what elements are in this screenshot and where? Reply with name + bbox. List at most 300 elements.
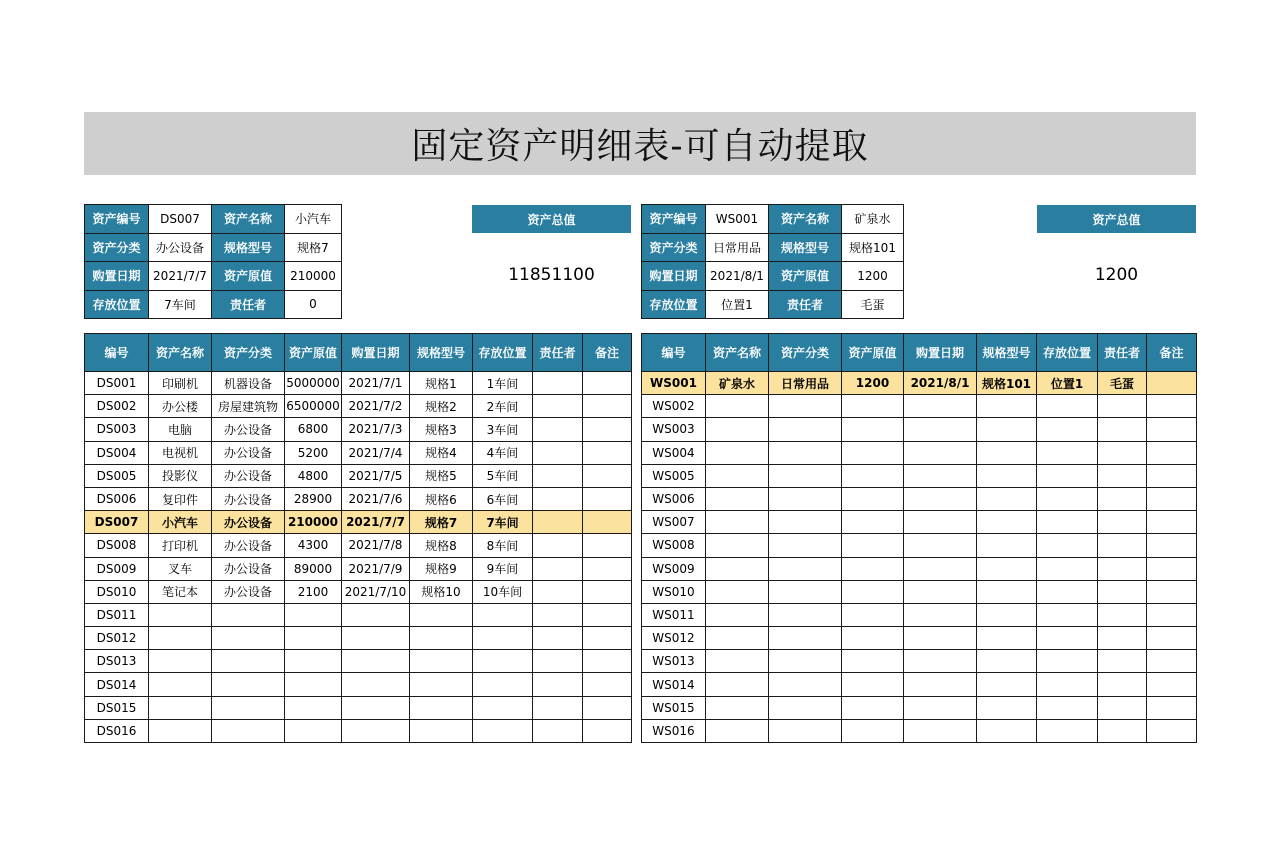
col-original-value-cell[interactable]	[842, 395, 904, 418]
col-asset-name-cell[interactable]: 印刷机	[149, 372, 212, 395]
col-original-value-cell[interactable]	[842, 603, 904, 626]
col-category-cell[interactable]	[212, 696, 285, 719]
col-remark-cell[interactable]	[1147, 627, 1197, 650]
col-id-cell[interactable]: WS002	[642, 395, 706, 418]
col-category-cell[interactable]: 办公设备	[212, 418, 285, 441]
col-purchase-date-cell[interactable]: 2021/7/5	[342, 464, 410, 487]
col-original-value-cell[interactable]	[842, 627, 904, 650]
purchase-date-value[interactable]: 2021/7/7	[149, 262, 212, 291]
col-id-cell[interactable]: DS005	[85, 464, 149, 487]
col-category-cell[interactable]	[769, 441, 842, 464]
col-asset-name-cell[interactable]	[706, 534, 769, 557]
col-original-value-cell[interactable]	[842, 557, 904, 580]
col-purchase-date-cell[interactable]: 2021/7/3	[342, 418, 410, 441]
col-id-cell[interactable]: DS010	[85, 580, 149, 603]
col-category-cell[interactable]	[769, 464, 842, 487]
col-remark-cell[interactable]	[1147, 650, 1197, 673]
col-purchase-date-cell[interactable]	[342, 696, 410, 719]
location-value[interactable]: 位置1	[706, 290, 769, 319]
col-category-cell[interactable]	[212, 650, 285, 673]
col-remark-cell[interactable]	[1147, 418, 1197, 441]
table-row[interactable]	[85, 673, 632, 696]
col-remark-cell[interactable]	[1147, 696, 1197, 719]
col-asset-name-cell[interactable]: 矿泉水	[706, 372, 769, 395]
table-row[interactable]	[85, 580, 632, 603]
table-row[interactable]	[85, 464, 632, 487]
col-owner-cell[interactable]	[533, 557, 583, 580]
col-id-cell[interactable]: WS007	[642, 511, 706, 534]
col-original-value-cell[interactable]: 4300	[285, 534, 342, 557]
col-owner-cell[interactable]	[1098, 580, 1147, 603]
col-asset-name-cell[interactable]	[706, 487, 769, 510]
spec-value[interactable]: 规格101	[842, 233, 904, 262]
col-spec-cell[interactable]: 规格101	[977, 372, 1037, 395]
col-id-cell[interactable]: WS003	[642, 418, 706, 441]
col-id-cell[interactable]: DS001	[85, 372, 149, 395]
col-owner-cell[interactable]	[1098, 511, 1147, 534]
col-id-cell[interactable]: DS008	[85, 534, 149, 557]
col-location-cell[interactable]	[1037, 395, 1098, 418]
table-row[interactable]	[85, 603, 632, 626]
col-original-value-cell[interactable]: 1200	[842, 372, 904, 395]
col-remark-cell[interactable]	[583, 395, 632, 418]
col-category-cell[interactable]: 办公设备	[212, 557, 285, 580]
col-location-cell[interactable]	[1037, 580, 1098, 603]
table-row[interactable]	[85, 627, 632, 650]
col-purchase-date-cell[interactable]	[342, 603, 410, 626]
col-remark-cell[interactable]	[1147, 603, 1197, 626]
col-id-cell[interactable]: DS002	[85, 395, 149, 418]
col-id-cell[interactable]: DS011	[85, 603, 149, 626]
col-location-cell[interactable]	[1037, 487, 1098, 510]
col-remark-cell[interactable]	[1147, 534, 1197, 557]
table-row[interactable]	[85, 487, 632, 510]
col-location-cell[interactable]: 5车间	[473, 464, 533, 487]
col-spec-cell[interactable]	[977, 650, 1037, 673]
col-location-cell[interactable]	[473, 603, 533, 626]
table-row[interactable]	[85, 557, 632, 580]
table-row[interactable]	[85, 395, 632, 418]
table-row[interactable]	[642, 650, 1197, 673]
col-location-cell[interactable]	[473, 696, 533, 719]
col-asset-name-cell[interactable]	[706, 418, 769, 441]
col-spec-cell[interactable]	[977, 487, 1037, 510]
col-owner-cell[interactable]	[533, 464, 583, 487]
col-asset-name-cell[interactable]: 小汽车	[149, 511, 212, 534]
asset-no-value[interactable]: WS001	[706, 205, 769, 234]
table-row[interactable]	[85, 418, 632, 441]
col-purchase-date-cell[interactable]: 2021/7/2	[342, 395, 410, 418]
table-row[interactable]	[642, 673, 1197, 696]
col-asset-name-cell[interactable]	[149, 603, 212, 626]
asset-name-value[interactable]: 小汽车	[285, 205, 342, 234]
col-original-value-cell[interactable]	[285, 696, 342, 719]
col-owner-cell[interactable]	[533, 534, 583, 557]
col-location-cell[interactable]	[473, 627, 533, 650]
col-original-value-cell[interactable]	[842, 580, 904, 603]
col-owner-cell[interactable]	[1098, 534, 1147, 557]
col-category-cell[interactable]	[769, 719, 842, 742]
table-row[interactable]	[642, 418, 1197, 441]
col-original-value-cell[interactable]: 2100	[285, 580, 342, 603]
col-owner-cell[interactable]	[533, 603, 583, 626]
col-spec-cell[interactable]	[977, 673, 1037, 696]
col-category-cell[interactable]	[769, 511, 842, 534]
table-row[interactable]	[642, 627, 1197, 650]
col-remark-cell[interactable]	[1147, 580, 1197, 603]
col-category-cell[interactable]	[769, 603, 842, 626]
col-asset-name-cell[interactable]: 办公楼	[149, 395, 212, 418]
col-spec-cell[interactable]	[977, 627, 1037, 650]
table-row[interactable]	[642, 511, 1197, 534]
col-purchase-date-cell[interactable]	[904, 464, 977, 487]
col-original-value-cell[interactable]	[842, 487, 904, 510]
col-category-cell[interactable]	[769, 557, 842, 580]
category-value[interactable]: 办公设备	[149, 233, 212, 262]
col-category-cell[interactable]	[212, 627, 285, 650]
col-location-cell[interactable]: 1车间	[473, 372, 533, 395]
col-category-cell[interactable]: 机器设备	[212, 372, 285, 395]
original-value-value[interactable]: 1200	[842, 262, 904, 291]
col-category-cell[interactable]	[212, 673, 285, 696]
col-purchase-date-cell[interactable]	[342, 650, 410, 673]
col-original-value-cell[interactable]	[285, 719, 342, 742]
col-asset-name-cell[interactable]	[706, 650, 769, 673]
table-row[interactable]	[85, 719, 632, 742]
col-spec-cell[interactable]	[977, 557, 1037, 580]
col-remark-cell[interactable]	[583, 580, 632, 603]
col-location-cell[interactable]: 2车间	[473, 395, 533, 418]
col-original-value-cell[interactable]: 5200	[285, 441, 342, 464]
col-owner-cell[interactable]	[1098, 696, 1147, 719]
col-purchase-date-cell[interactable]	[904, 719, 977, 742]
col-asset-name-cell[interactable]	[706, 464, 769, 487]
original-value-value[interactable]: 210000	[285, 262, 342, 291]
col-spec-cell[interactable]	[977, 464, 1037, 487]
col-owner-cell[interactable]	[1098, 650, 1147, 673]
col-category-cell[interactable]	[769, 696, 842, 719]
table-row[interactable]	[642, 557, 1197, 580]
table-row[interactable]	[85, 441, 632, 464]
col-id-cell[interactable]: WS004	[642, 441, 706, 464]
col-location-cell[interactable]	[473, 650, 533, 673]
col-original-value-cell[interactable]	[285, 650, 342, 673]
col-remark-cell[interactable]	[583, 464, 632, 487]
col-purchase-date-cell[interactable]: 2021/7/10	[342, 580, 410, 603]
col-location-cell[interactable]	[1037, 650, 1098, 673]
col-location-cell[interactable]	[1037, 464, 1098, 487]
col-remark-cell[interactable]	[1147, 557, 1197, 580]
asset-name-value[interactable]: 矿泉水	[842, 205, 904, 234]
col-remark-cell[interactable]	[583, 511, 632, 534]
col-original-value-cell[interactable]	[842, 650, 904, 673]
col-asset-name-cell[interactable]	[706, 580, 769, 603]
col-location-cell[interactable]	[1037, 603, 1098, 626]
col-asset-name-cell[interactable]	[706, 673, 769, 696]
col-category-cell[interactable]: 房屋建筑物	[212, 395, 285, 418]
col-spec-cell[interactable]	[410, 719, 473, 742]
col-category-cell[interactable]: 办公设备	[212, 580, 285, 603]
col-original-value-cell[interactable]: 6500000	[285, 395, 342, 418]
col-remark-cell[interactable]	[583, 372, 632, 395]
col-purchase-date-cell[interactable]	[342, 627, 410, 650]
col-id-cell[interactable]: DS012	[85, 627, 149, 650]
col-id-cell[interactable]: WS001	[642, 372, 706, 395]
col-purchase-date-cell[interactable]	[904, 673, 977, 696]
table-row[interactable]	[85, 372, 632, 395]
col-category-cell[interactable]: 办公设备	[212, 534, 285, 557]
table-row[interactable]	[642, 395, 1197, 418]
col-category-cell[interactable]	[769, 673, 842, 696]
col-id-cell[interactable]: DS013	[85, 650, 149, 673]
col-original-value-cell[interactable]	[285, 603, 342, 626]
col-asset-name-cell[interactable]: 电脑	[149, 418, 212, 441]
col-remark-cell[interactable]	[1147, 719, 1197, 742]
col-id-cell[interactable]: WS009	[642, 557, 706, 580]
col-owner-cell[interactable]	[533, 673, 583, 696]
col-location-cell[interactable]: 10车间	[473, 580, 533, 603]
col-spec-cell[interactable]	[977, 719, 1037, 742]
col-asset-name-cell[interactable]	[706, 696, 769, 719]
col-spec-cell[interactable]: 规格9	[410, 557, 473, 580]
col-remark-cell[interactable]	[1147, 673, 1197, 696]
col-location-cell[interactable]: 8车间	[473, 534, 533, 557]
col-original-value-cell[interactable]: 28900	[285, 487, 342, 510]
col-id-cell[interactable]: WS012	[642, 627, 706, 650]
col-owner-cell[interactable]: 毛蛋	[1098, 372, 1147, 395]
col-asset-name-cell[interactable]	[149, 719, 212, 742]
col-id-cell[interactable]: WS011	[642, 603, 706, 626]
col-purchase-date-cell[interactable]	[904, 511, 977, 534]
col-owner-cell[interactable]	[1098, 557, 1147, 580]
col-purchase-date-cell[interactable]: 2021/7/6	[342, 487, 410, 510]
col-spec-cell[interactable]: 规格10	[410, 580, 473, 603]
location-value[interactable]: 7车间	[149, 290, 212, 319]
col-location-cell[interactable]	[1037, 511, 1098, 534]
table-row[interactable]	[642, 487, 1197, 510]
col-id-cell[interactable]: DS007	[85, 511, 149, 534]
col-id-cell[interactable]: DS006	[85, 487, 149, 510]
col-asset-name-cell[interactable]	[706, 603, 769, 626]
col-category-cell[interactable]	[769, 534, 842, 557]
col-owner-cell[interactable]	[1098, 395, 1147, 418]
col-asset-name-cell[interactable]	[149, 673, 212, 696]
col-spec-cell[interactable]	[410, 650, 473, 673]
col-id-cell[interactable]: WS015	[642, 696, 706, 719]
col-purchase-date-cell[interactable]	[904, 441, 977, 464]
col-owner-cell[interactable]	[1098, 464, 1147, 487]
col-remark-cell[interactable]	[1147, 441, 1197, 464]
col-spec-cell[interactable]	[977, 534, 1037, 557]
col-category-cell[interactable]	[769, 418, 842, 441]
table-row[interactable]	[642, 603, 1197, 626]
col-spec-cell[interactable]	[410, 696, 473, 719]
col-category-cell[interactable]	[769, 580, 842, 603]
col-asset-name-cell[interactable]: 投影仪	[149, 464, 212, 487]
col-id-cell[interactable]: DS014	[85, 673, 149, 696]
col-location-cell[interactable]: 6车间	[473, 487, 533, 510]
col-asset-name-cell[interactable]: 笔记本	[149, 580, 212, 603]
col-category-cell[interactable]	[769, 627, 842, 650]
col-spec-cell[interactable]: 规格5	[410, 464, 473, 487]
col-original-value-cell[interactable]	[842, 511, 904, 534]
col-owner-cell[interactable]	[533, 418, 583, 441]
col-category-cell[interactable]: 办公设备	[212, 441, 285, 464]
col-id-cell[interactable]: WS005	[642, 464, 706, 487]
col-original-value-cell[interactable]	[842, 418, 904, 441]
col-spec-cell[interactable]: 规格3	[410, 418, 473, 441]
col-category-cell[interactable]: 办公设备	[212, 464, 285, 487]
col-remark-cell[interactable]	[1147, 395, 1197, 418]
table-row[interactable]	[642, 580, 1197, 603]
col-original-value-cell[interactable]: 6800	[285, 418, 342, 441]
col-category-cell[interactable]	[212, 603, 285, 626]
purchase-date-value[interactable]: 2021/8/1	[706, 262, 769, 291]
col-purchase-date-cell[interactable]	[904, 487, 977, 510]
col-location-cell[interactable]: 位置1	[1037, 372, 1098, 395]
col-location-cell[interactable]	[1037, 696, 1098, 719]
col-category-cell[interactable]	[769, 395, 842, 418]
col-owner-cell[interactable]	[533, 395, 583, 418]
col-asset-name-cell[interactable]: 电视机	[149, 441, 212, 464]
col-remark-cell[interactable]	[583, 487, 632, 510]
col-category-cell[interactable]: 日常用品	[769, 372, 842, 395]
col-id-cell[interactable]: DS015	[85, 696, 149, 719]
col-spec-cell[interactable]	[977, 603, 1037, 626]
col-location-cell[interactable]	[1037, 418, 1098, 441]
col-owner-cell[interactable]	[1098, 673, 1147, 696]
col-original-value-cell[interactable]: 4800	[285, 464, 342, 487]
col-spec-cell[interactable]	[410, 603, 473, 626]
table-row[interactable]	[642, 441, 1197, 464]
col-owner-cell[interactable]	[533, 650, 583, 673]
col-asset-name-cell[interactable]	[706, 557, 769, 580]
category-value[interactable]: 日常用品	[706, 233, 769, 262]
asset-no-value[interactable]: DS007	[149, 205, 212, 234]
col-spec-cell[interactable]: 规格1	[410, 372, 473, 395]
col-id-cell[interactable]: WS016	[642, 719, 706, 742]
col-owner-cell[interactable]	[533, 511, 583, 534]
col-spec-cell[interactable]	[977, 441, 1037, 464]
table-row[interactable]	[85, 534, 632, 557]
col-spec-cell[interactable]	[977, 395, 1037, 418]
col-purchase-date-cell[interactable]	[342, 719, 410, 742]
col-id-cell[interactable]: WS010	[642, 580, 706, 603]
col-spec-cell[interactable]	[977, 696, 1037, 719]
col-category-cell[interactable]	[769, 650, 842, 673]
col-spec-cell[interactable]: 规格8	[410, 534, 473, 557]
col-spec-cell[interactable]	[410, 673, 473, 696]
owner-value[interactable]: 0	[285, 290, 342, 319]
col-asset-name-cell[interactable]: 复印件	[149, 487, 212, 510]
table-row[interactable]	[642, 372, 1197, 395]
col-remark-cell[interactable]	[1147, 372, 1197, 395]
col-purchase-date-cell[interactable]	[904, 395, 977, 418]
col-original-value-cell[interactable]	[842, 673, 904, 696]
col-remark-cell[interactable]	[583, 627, 632, 650]
col-asset-name-cell[interactable]	[706, 719, 769, 742]
col-category-cell[interactable]: 办公设备	[212, 487, 285, 510]
col-owner-cell[interactable]	[1098, 441, 1147, 464]
table-row[interactable]	[85, 650, 632, 673]
col-original-value-cell[interactable]	[285, 673, 342, 696]
col-remark-cell[interactable]	[1147, 487, 1197, 510]
col-asset-name-cell[interactable]: 叉车	[149, 557, 212, 580]
col-original-value-cell[interactable]	[842, 441, 904, 464]
col-purchase-date-cell[interactable]: 2021/7/9	[342, 557, 410, 580]
col-location-cell[interactable]	[1037, 557, 1098, 580]
col-asset-name-cell[interactable]	[706, 511, 769, 534]
col-spec-cell[interactable]	[977, 580, 1037, 603]
col-original-value-cell[interactable]	[842, 464, 904, 487]
col-id-cell[interactable]: DS016	[85, 719, 149, 742]
col-asset-name-cell[interactable]	[706, 441, 769, 464]
col-owner-cell[interactable]	[1098, 487, 1147, 510]
col-purchase-date-cell[interactable]	[904, 418, 977, 441]
col-spec-cell[interactable]: 规格2	[410, 395, 473, 418]
col-purchase-date-cell[interactable]	[904, 580, 977, 603]
col-location-cell[interactable]	[1037, 673, 1098, 696]
col-location-cell[interactable]	[1037, 441, 1098, 464]
col-asset-name-cell[interactable]	[706, 627, 769, 650]
col-owner-cell[interactable]	[1098, 719, 1147, 742]
col-owner-cell[interactable]	[1098, 627, 1147, 650]
col-purchase-date-cell[interactable]	[904, 534, 977, 557]
col-location-cell[interactable]: 4车间	[473, 441, 533, 464]
col-id-cell[interactable]: WS006	[642, 487, 706, 510]
col-remark-cell[interactable]	[583, 673, 632, 696]
col-purchase-date-cell[interactable]	[342, 673, 410, 696]
col-asset-name-cell[interactable]	[706, 395, 769, 418]
col-remark-cell[interactable]	[1147, 511, 1197, 534]
col-purchase-date-cell[interactable]	[904, 557, 977, 580]
col-spec-cell[interactable]: 规格7	[410, 511, 473, 534]
col-original-value-cell[interactable]: 89000	[285, 557, 342, 580]
col-remark-cell[interactable]	[583, 534, 632, 557]
col-asset-name-cell[interactable]	[149, 696, 212, 719]
col-location-cell[interactable]	[473, 719, 533, 742]
col-remark-cell[interactable]	[583, 696, 632, 719]
col-spec-cell[interactable]	[410, 627, 473, 650]
col-location-cell[interactable]	[1037, 534, 1098, 557]
col-id-cell[interactable]: WS014	[642, 673, 706, 696]
col-owner-cell[interactable]	[533, 487, 583, 510]
col-id-cell[interactable]: DS003	[85, 418, 149, 441]
table-row[interactable]	[642, 534, 1197, 557]
col-owner-cell[interactable]	[533, 580, 583, 603]
col-spec-cell[interactable]: 规格4	[410, 441, 473, 464]
col-id-cell[interactable]: DS004	[85, 441, 149, 464]
col-remark-cell[interactable]	[583, 719, 632, 742]
col-purchase-date-cell[interactable]	[904, 627, 977, 650]
col-original-value-cell[interactable]	[285, 627, 342, 650]
table-row[interactable]	[642, 719, 1197, 742]
col-remark-cell[interactable]	[583, 650, 632, 673]
col-remark-cell[interactable]	[583, 603, 632, 626]
col-purchase-date-cell[interactable]	[904, 650, 977, 673]
col-category-cell[interactable]	[212, 719, 285, 742]
table-row[interactable]	[642, 464, 1197, 487]
col-purchase-date-cell[interactable]: 2021/7/8	[342, 534, 410, 557]
col-asset-name-cell[interactable]: 打印机	[149, 534, 212, 557]
col-purchase-date-cell[interactable]: 2021/7/1	[342, 372, 410, 395]
col-owner-cell[interactable]	[1098, 418, 1147, 441]
col-original-value-cell[interactable]: 5000000	[285, 372, 342, 395]
col-purchase-date-cell[interactable]: 2021/8/1	[904, 372, 977, 395]
col-location-cell[interactable]: 3车间	[473, 418, 533, 441]
col-owner-cell[interactable]	[1098, 603, 1147, 626]
owner-value[interactable]: 毛蛋	[842, 290, 904, 319]
